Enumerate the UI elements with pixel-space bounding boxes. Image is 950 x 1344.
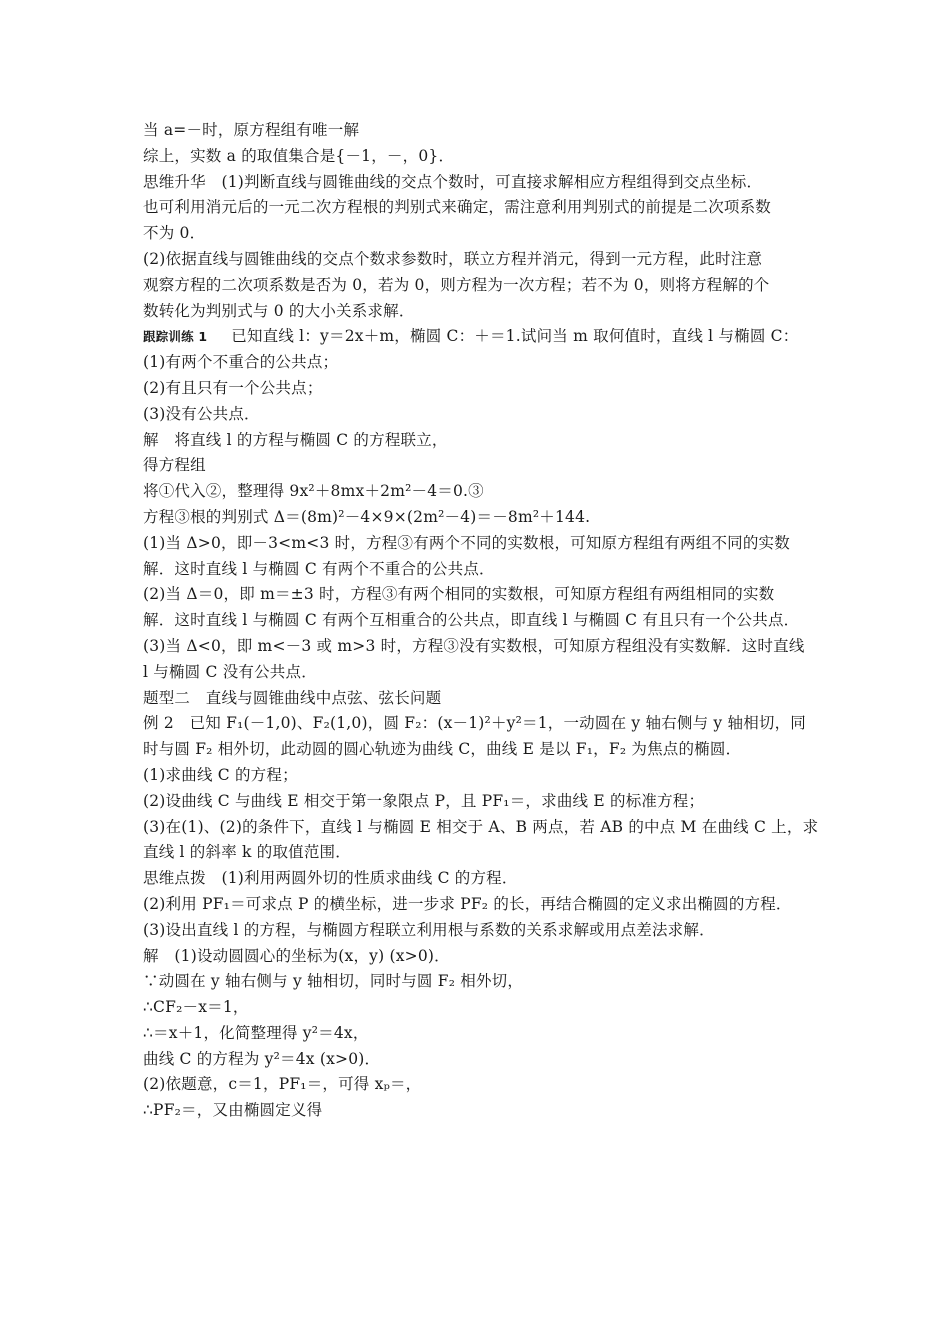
text-line: 也可利用消元后的一元二次方程根的判别式来确定，需注意利用判别式的前提是二次项系数 bbox=[143, 198, 772, 217]
text-line: (2)利用 PF₁＝可求点 P 的横坐标，进一步求 PF₂ 的长，再结合椭圆的定义求出椭圆的方程． bbox=[143, 894, 792, 913]
text-line: 不为 0． bbox=[143, 224, 206, 243]
text-line: (2)有且只有一个公共点； bbox=[143, 378, 323, 397]
text-line: (3)设出直线 l 的方程，与椭圆方程联立利用根与系数的关系求解或用点差法求解． bbox=[143, 920, 715, 939]
text-line: ∵动圆在 y 轴右侧与 y 轴相切，同时与圆 F₂ 相外切， bbox=[143, 972, 524, 991]
text-line: 得方程组 bbox=[143, 456, 206, 475]
text-line: 直线 l 的斜率 k 的取值范围． bbox=[143, 843, 351, 862]
text-line: ∴CF₂－x＝1， bbox=[143, 998, 249, 1017]
text-line: 数转化为判别式与 0 的大小关系求解． bbox=[143, 301, 415, 320]
text-line: 解 (1)设动圆圆心的坐标为(x，y) (x>0)． bbox=[143, 946, 450, 965]
text-line: 解 将直线 l 的方程与椭圆 C 的方程联立， bbox=[143, 430, 448, 449]
text-line: 当 a=－时，原方程组有唯一解 bbox=[143, 121, 360, 139]
training-tag: 跟踪训练 1 bbox=[143, 329, 208, 345]
text-line: 曲线 C 的方程为 y²＝4x (x>0)． bbox=[143, 1049, 381, 1068]
text-line: (3)在(1)、(2)的条件下，直线 l 与椭圆 E 相交于 A、B 两点，若 AB 的中点 M 在曲线 C 上，求 bbox=[143, 817, 819, 836]
text-line: (1)当 Δ>0，即－3<m<3 时，方程③有两个不同的实数根，可知原方程组有两组不同的实数 bbox=[143, 533, 790, 552]
text-line: 解．这时直线 l 与椭圆 C 有两个不重合的公共点． bbox=[143, 559, 495, 578]
text-line: l 与椭圆 C 没有公共点． bbox=[143, 662, 317, 681]
text-line: (3)当 Δ<0，即 m<－3 或 m>3 时，方程③没有实数根，可知原方程组没有实数解．这时直线 bbox=[143, 636, 805, 655]
text-line: (2)当 Δ＝0，即 m＝±3 时，方程③有两个相同的实数根，可知原方程组有两组相同的实数 bbox=[143, 585, 775, 604]
section-heading: 题型二 直线与圆锥曲线中点弦、弦长问题 bbox=[143, 688, 442, 707]
training-text: 已知直线 l：y＝2x＋m，椭圆 C：＋＝1.试问当 m 取何值时，直线 l 与椭圆 C： bbox=[231, 327, 799, 346]
text-line: 综上，实数 a 的取值集合是{－1，－，0}． bbox=[143, 146, 455, 165]
text-line: 思维升华 (1)判断直线与圆锥曲线的交点个数时，可直接求解相应方程组得到交点坐标． bbox=[143, 172, 763, 191]
text-line: 将①代入②，整理得 9x²＋8mx＋2m²－4＝0.③ bbox=[143, 482, 484, 501]
document-body bbox=[143, 118, 823, 1124]
text-line: 例 2 已知 F₁(－1,0)、F₂(1,0)，圆 F₂：(x－1)²＋y²＝1，一动圆在 y 轴右侧与 y 轴相切，同 bbox=[143, 714, 807, 733]
text-line: ∴＝x＋1，化简整理得 y²＝4x， bbox=[143, 1023, 369, 1042]
text-line: (3)没有公共点． bbox=[143, 404, 260, 423]
text-line: ∴PF₂＝，又由椭圆定义得 bbox=[143, 1101, 323, 1120]
text-line: 思维点拨 (1)利用两圆外切的性质求曲线 C 的方程． bbox=[143, 869, 518, 888]
text-line: (1)求曲线 C 的方程； bbox=[143, 765, 298, 784]
training-line bbox=[143, 324, 823, 350]
text-line: (2)依题意，c＝1，PF₁＝，可得 xₚ＝， bbox=[143, 1075, 422, 1094]
text-line: (2)依据直线与圆锥曲线的交点个数求参数时，联立方程并消元，得到一元方程，此时注意 bbox=[143, 249, 763, 268]
text-line: 解．这时直线 l 与椭圆 C 有两个互相重合的公共点，即直线 l 与椭圆 C 有且只有一个公共点． bbox=[143, 611, 800, 630]
text-line: 时与圆 F₂ 相外切，此动圆的圆心轨迹为曲线 C，曲线 E 是以 F₁，F₂ 为焦点的椭圆． bbox=[143, 740, 742, 759]
text-line: (1)有两个不重合的公共点； bbox=[143, 353, 339, 372]
text-line: 观察方程的二次项系数是否为 0，若为 0，则方程为一次方程；若不为 0，则将方程解的个 bbox=[143, 275, 770, 294]
text-line: 方程③根的判别式 Δ＝(8m)²－4×9×(2m²－4)＝－8m²＋144. bbox=[143, 507, 591, 526]
text-line: (2)设曲线 C 与曲线 E 相交于第一象限点 P，且 PF₁＝，求曲线 E 的标准方程； bbox=[143, 791, 705, 810]
